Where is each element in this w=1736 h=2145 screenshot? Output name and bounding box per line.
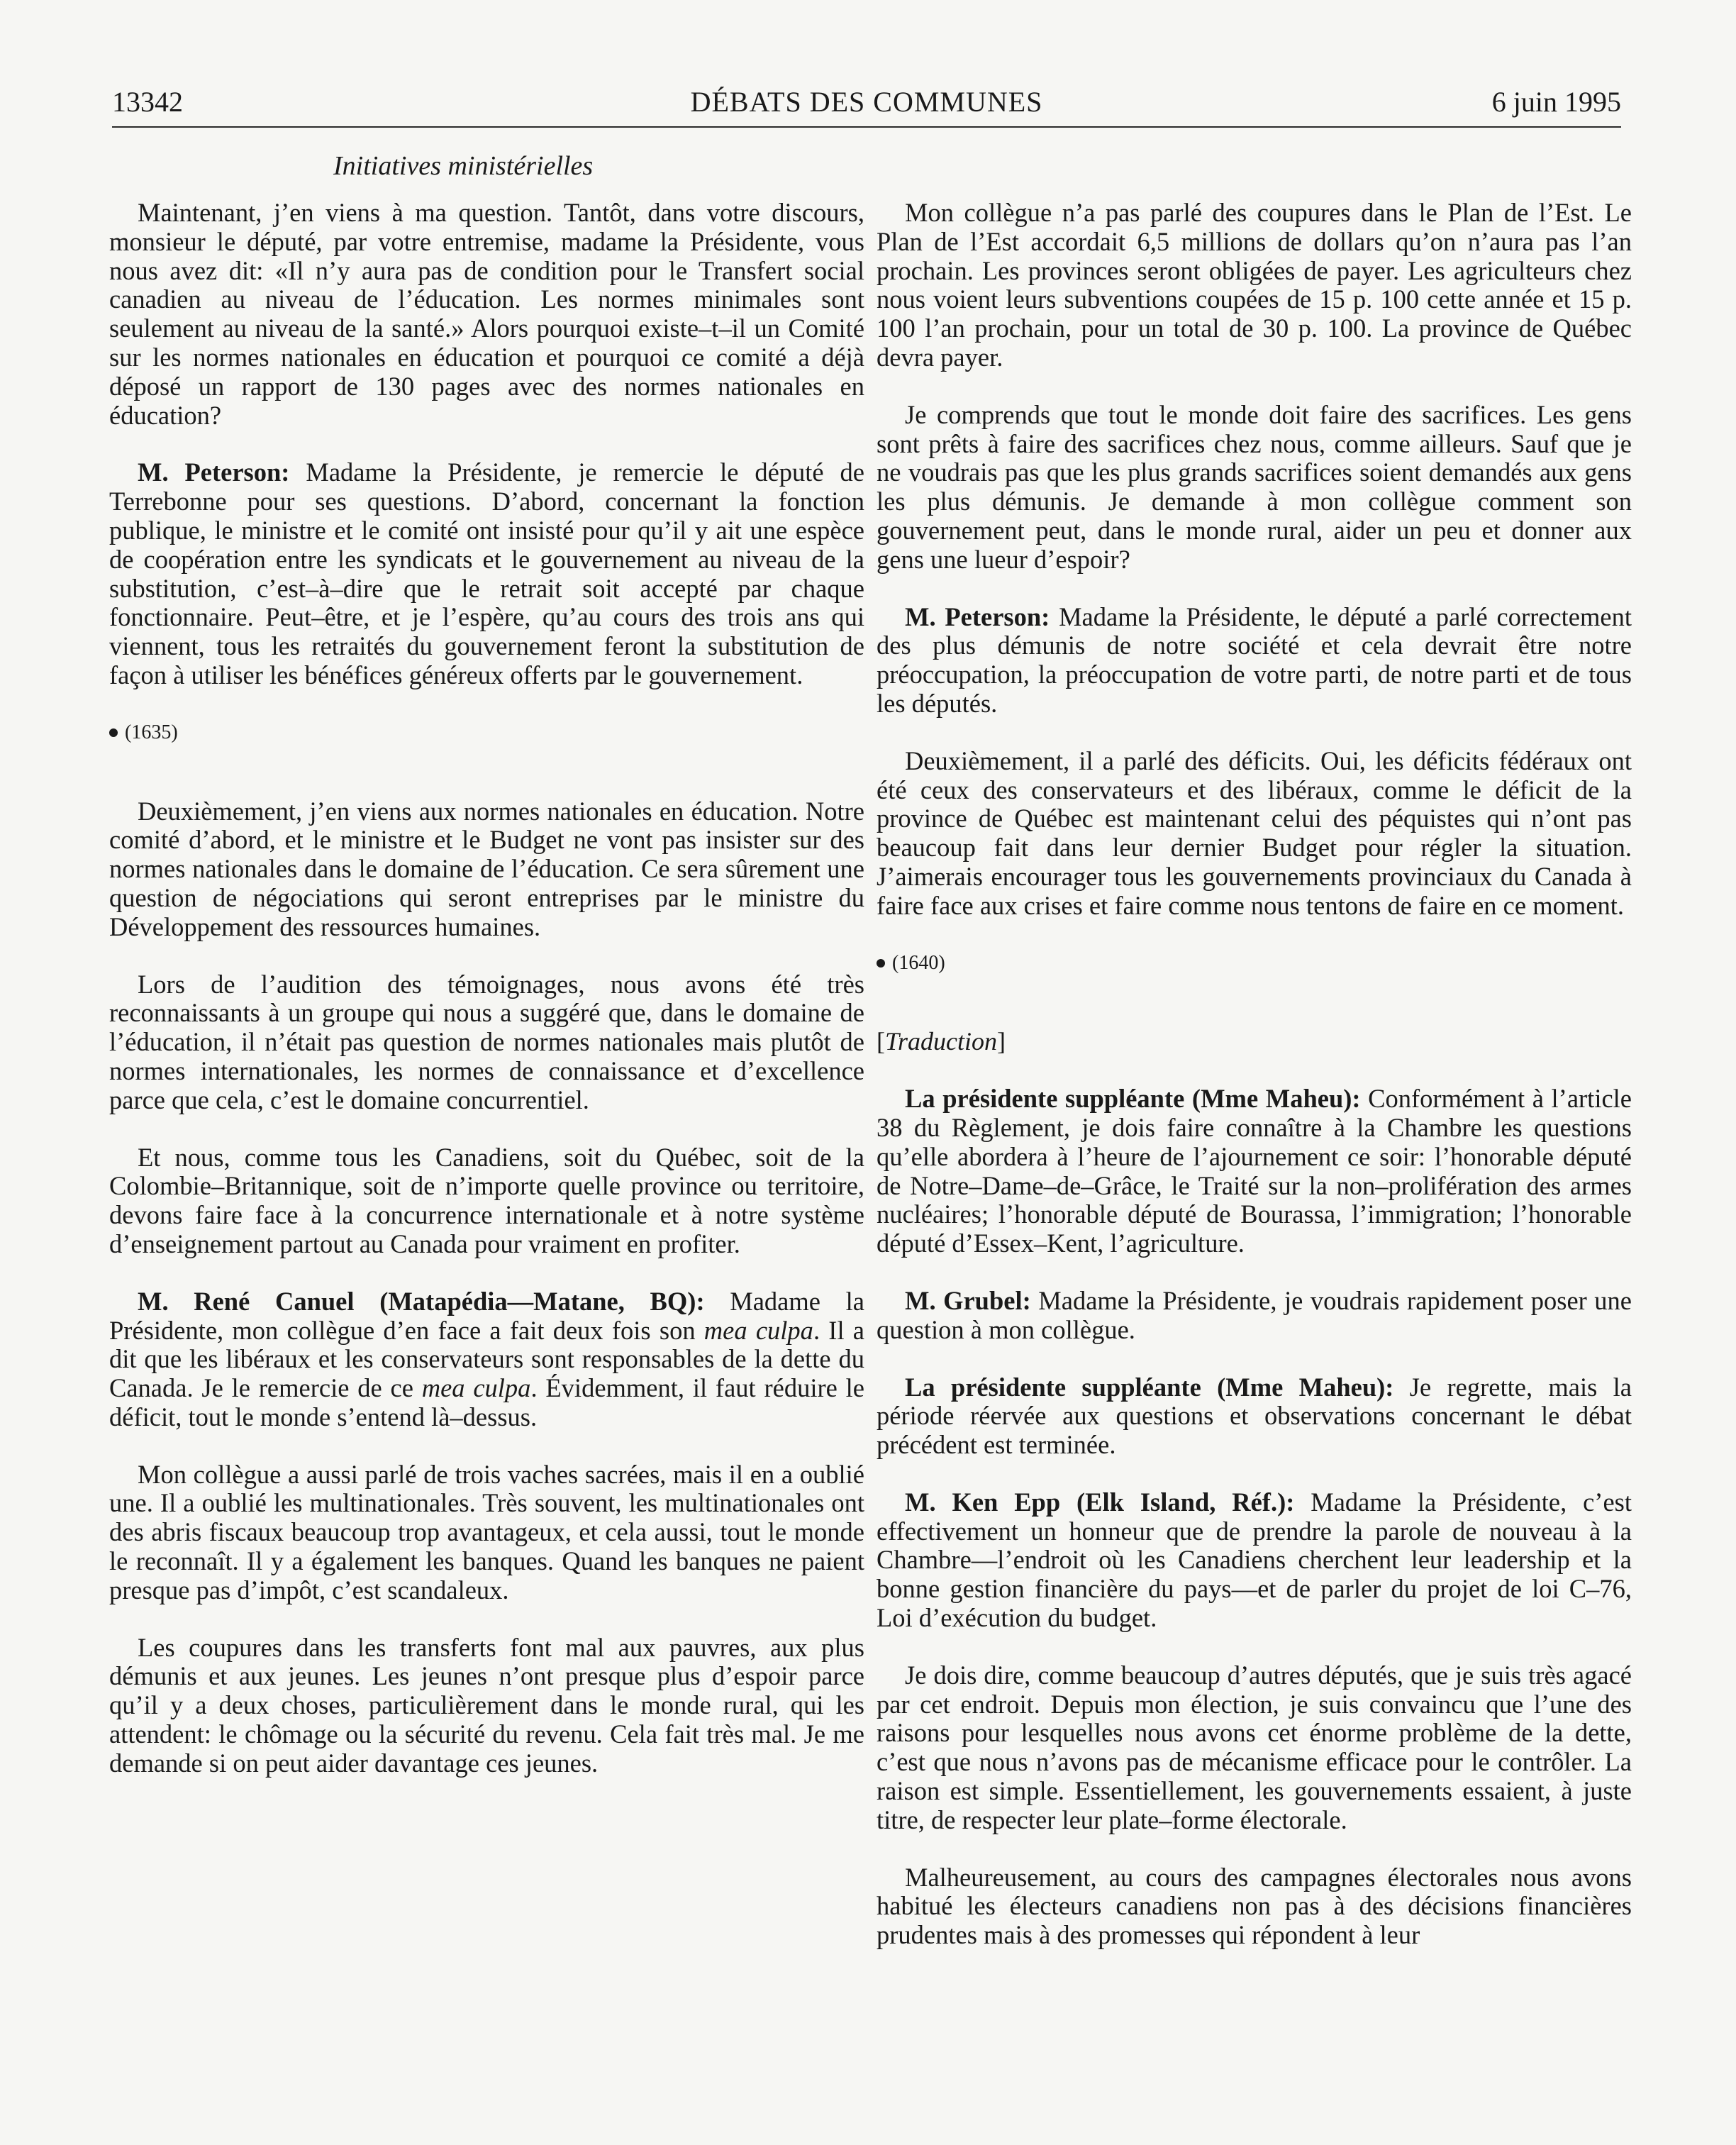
time-marker [109,719,864,748]
section-label: Initiatives ministérielles [333,151,594,181]
translation-note: [Traduction] [877,1027,1006,1056]
issue-date: 6 juin 1995 [1491,86,1621,118]
right-column [877,199,1632,1978]
speech-text: Conformément à l’article 38 du Règlement, je dois faire connaître à la Chambre les questions qu’elle abordera à l’heure de l’ajournement ce soir: l’honorable député de Notre–Dame–de–Grâce, le Traité sur la non–prolifération des armes nucléaires; l’honorable député de Bourassa, l’immigration; l’honorable député d’Essex–Kent, l’agriculture. [877,1084,1632,1258]
paragraph: Je dois dire, comme beaucoup d’autres députés, que je suis très agacé par cet endroit. Depuis mon élection, je suis convaincu que l’une des raisons pour lesquelles nous avons cet énorme problème de la dette, c’est que nous n’avons pas de mécanisme efficace pour le contrôler. La raison est simple. Essentiellement, les gouvernements essaient, à juste titre, de respecter leur plate–forme électorale. [877,1660,1632,1834]
speech-text: . Il a dit que les libéraux et les conservateurs sont responsables de la dette du Canada. Je le remercie de ce [109,1315,865,1403]
speech-text: Madame la Présidente, je remercie le député de Terrebonne pour ses questions. D’abord, concernant la fonction publique, le ministre et le comité ont insisté pour qu’il y ait une espèce de coopération entre les syndicats et le gouvernement au niveau de la substitution, c’est–à–dire que le retrait soit accepté par chaque fonctionnaire. Peut–être, et je l’espère, qu’au cours des trois ans qui viennent, tous les retraités du gouvernement feront la substitution de façon à utiliser les bénéfices généreux offerts par le gouvernement. [109,458,864,689]
speech-peterson [109,458,864,689]
speech-text: Madame la Présidente, le député a parlé correctement des plus démunis de notre société et cela devrait être notre préoccupation, la préoccupation de votre parti, de notre parti et de tous les députés. [877,602,1632,718]
speaker-name: La présidente suppléante (Mme Maheu): [905,1372,1394,1402]
speech-text: Je regrette, mais la période réervée aux questions et observations concernant le débat précédent est terminée. [877,1372,1632,1460]
paragraph: Malheureusement, au cours des campagnes électorales nous avons habitué les électeurs canadiens non pas à des décisions financières prudentes mais à des promesses qui répondent à leur [877,1862,1632,1950]
paragraph: Les coupures dans les transferts font mal aux pauvres, aux plus démunis et aux jeunes. Les jeunes n’ont presque plus d’espoir parce qu’il y a deux choses, particulièrement dans le monde rural, qui les attendent: le chômage ou la sécurité du revenu. Cela fait très mal. Je me demande si on peut aider davantage ces jeunes. [109,1632,864,1778]
speech-acting-speaker [877,1373,1632,1460]
speaker-name: La présidente suppléante (Mme Maheu): [905,1084,1361,1114]
speech-canuel [109,1287,864,1432]
translation-label: Traduction [885,1027,998,1056]
speech-text: Madame la Présidente, c’est effectivement un honneur que de prendre la parole de nouveau à la Chambre—l’endroit où les Canadiens cherchent leur leadership et la bonne gestion financière du pays—et de parler du projet de loi C–76, Loi d’exécution du budget. [877,1487,1632,1633]
paragraph: Mon collègue n’a pas parlé des coupures dans le Plan de l’Est. Le Plan de l’Est accordait 6,5 millions de dollars qu’on n’aura pas l’an prochain. Les provinces seront obligées de payer. Les agriculteurs chez nous voient leurs subventions coupées de 15 p. 100 cette année et 15 p. 100 l’an prochain, pour un total de 30 p. 100. La province de Québec devra payer. [877,198,1632,372]
time-marker [877,949,1632,978]
paragraph: Maintenant, j’en viens à ma question. Tantôt, dans votre discours, monsieur le député, par votre entremise, madame la Présidente, vous nous avez dit: «Il n’y aura pas de condition pour le Transfert social canadien au niveau de l’éducation. Les normes minimales sont seulement au niveau de la santé.» Alors pourquoi existe–t–il un Comité sur les normes nationales en éducation et pourquoi ce comité a déjà déposé un rapport de 130 pages avec des normes nationales en éducation? [109,198,864,430]
paragraph: Deuxièmement, j’en viens aux normes nationales en éducation. Notre comité d’abord, et le ministre et le Budget ne vont pas insister sur des normes nationales dans le domaine de l’éducation. Ce sera sûrement une question de négociations qui seront entreprises par le ministre du Développement des ressources humaines. [109,796,864,941]
paragraph: Et nous, comme tous les Canadiens, soit du Québec, soit de la Colombie–Britannique, soit de n’importe quelle province ou territoire, devons faire face à la concurrence internationale et à notre système d’enseignement partout au Canada pour vraiment en profiter. [109,1142,864,1258]
speaker-name: M. René Canuel (Matapédia—Matane, BQ): [138,1286,705,1316]
speaker-name: M. Ken Epp (Elk Island, Réf.): [905,1487,1295,1517]
speaker-name: M. Grubel: [905,1285,1031,1315]
latin-phrase: mea culpa [421,1373,531,1403]
paragraph: Deuxièmement, il a parlé des déficits. Oui, les déficits fédéraux ont été ceux des conservateurs et des libéraux, comme le déficit de la province de Québec est maintenant celui des péquistes qui n’ont pas beaucoup fait dans leur dernier Budget pour régler la situation. J’aimerais encourager tous les gouvernements provinciaux du Canada à faire face aux crises et faire comme nous tentons de faire en ce moment. [877,746,1632,920]
speech-text: Madame la Présidente, mon collègue d’en face a fait deux fois son [109,1286,864,1345]
left-column [109,199,864,1807]
speech-epp [877,1488,1632,1633]
paragraph: Mon collègue a aussi parlé de trois vaches sacrées, mais il en a oublié une. Il a oublié les multinationales. Très souvent, les multinationales ont des abris fiscaux beaucoup trop avantageux, et cela aussi, tout le monde le reconnaît. Il y a également les banques. Quand les banques ne paient presque pas d’impôt, c’est scandaleux. [109,1459,864,1604]
speech-acting-speaker [877,1085,1632,1258]
paragraph: Je comprends que tout le monde doit faire des sacrifices. Les gens sont prêts à faire des sacrifices chez nous, comme ailleurs. Sauf que je ne voudrais pas que les plus grands sacrifices soient demandés aux gens les plus démunis. Je demande à mon collègue comment son gouvernement peut, dans le monde rural, aider un peu et donner aux gens une lueur d’espoir? [877,399,1632,574]
time-marker-label: (1640) [892,951,945,974]
paragraph: Lors de l’audition des témoignages, nous avons été très reconnaissants à un groupe qui nous a suggéré que, dans le domaine de l’éducation, il n’était pas question de normes nationales mais plutôt de normes internationales, les normes de connaissance et d’excellence parce que cela, c’est le domaine concurrentiel. [109,969,864,1114]
latin-phrase: mea culpa [703,1315,813,1345]
speech-peterson [877,603,1632,719]
bullet-dot-icon [109,728,118,737]
time-marker-label: (1635) [125,721,178,743]
bullet-dot-icon [877,959,885,968]
speech-grubel [877,1287,1632,1345]
publication-title: DÉBATS DES COMMUNES [690,86,1043,118]
speech-text: . Évidemment, il faut réduire le déficit, tout le monde s’entend là–dessus. [109,1373,864,1431]
page-number: 13342 [112,86,183,118]
speaker-name: M. Peterson: [905,602,1050,631]
speech-text: Madame la Présidente, je voudrais rapidement poser une question à mon collègue. [877,1285,1632,1344]
speaker-name: M. Peterson: [138,458,290,487]
running-head [112,79,1621,128]
